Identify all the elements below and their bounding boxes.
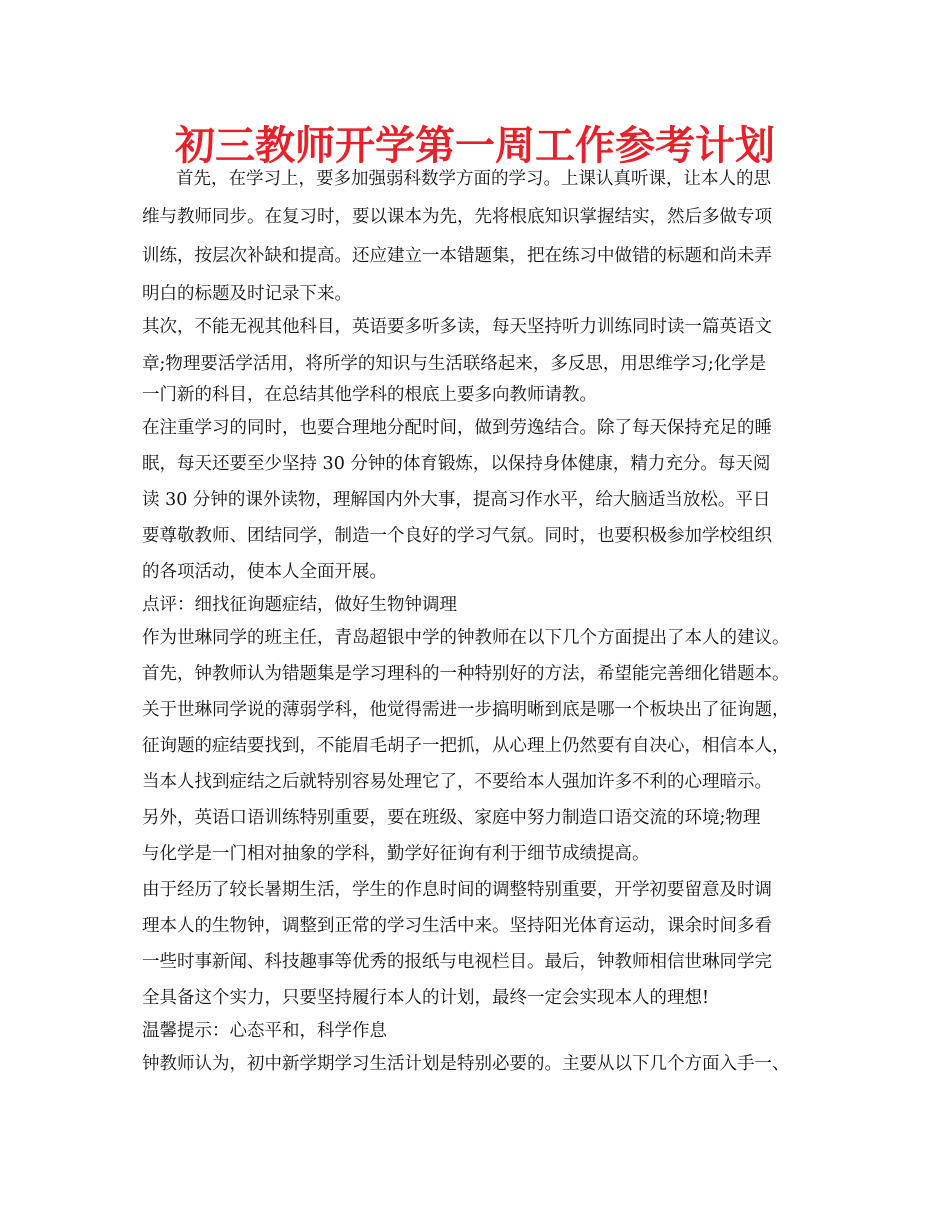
body-line: 的各项活动，使本人全面开展。 [142,562,387,582]
body-line: 当本人找到症结之后就特别容易处理它了，不要给本人强加许多不利的心理暗示。 [142,772,772,792]
body-line: 在注重学习的同时，也要合理地分配时间，做到劳逸结合。除了每天保持充足的睡 [142,418,772,438]
body-line: 要尊敬教师、团结同学，制造一个良好的学习气氛。同时，也要积极参加学校组织 [142,526,772,546]
body-line: 训练，按层次补缺和提高。还应建立一本错题集，把在练习中做错的标题和尚未弄 [142,246,772,266]
body-line: 温馨提示：心态平和，科学作息 [142,1021,387,1041]
body-line: 作为世琳同学的班主任，青岛超银中学的钟教师在以下几个方面提出了本人的建议。 [142,628,790,648]
body-line: 首先，在学习上，要多加强弱科数学方面的学习。上课认真听课，让本人的思 [176,169,771,189]
body-line: 一些时事新闻、科技趣事等优秀的报纸与电视栏目。最后，钟教师相信世琳同学完 [142,952,772,972]
body-line: 章;物理要活学活用，将所学的知识与生活联络起来，多反思，用思维学习;化学是 [142,354,767,374]
body-line: 关于世琳同学说的薄弱学科，他觉得需进一步搞明晰到底是哪一个板块出了征询题， [142,700,790,720]
body-line: 与化学是一门相对抽象的学科，勤学好征询有利于细节成绩提高。 [142,844,650,864]
body-line: 由于经历了较长暑期生活，学生的作息时间的调整特别重要，开学初要留意及时调 [142,880,772,900]
body-line: 征询题的症结要找到，不能眉毛胡子一把抓，从心理上仍然要有自决心，相信本人， [142,736,790,756]
body-line: 另外，英语口语训练特别重要，要在班级、家庭中努力制造口语交流的环境;物理 [142,808,761,828]
document-title: 初三教师开学第一周工作参考计划 [175,123,775,169]
body-line: 点评：细找征询题症结，做好生物钟调理 [142,595,457,615]
body-line: 其次，不能无视其他科目，英语要多听多读，每天坚持听力训练同时读一篇英语文 [142,317,772,337]
body-line: 眠，每天还要至少坚持 30 分钟的体育锻炼，以保持身体健康，精力充分。每天阅 [142,454,771,474]
body-line: 理本人的生物钟，调整到正常的学习生活中来。坚持阳光体育运动，课余时间多看 [142,916,772,936]
body-line: 明白的标题及时记录下来。 [142,284,352,304]
body-line: 钟教师认为，初中新学期学习生活计划是特别必要的。主要从以下几个方面入手一、 [142,1054,790,1074]
body-line: 全具备这个实力，只要坚持履行本人的计划，最终一定会实现本人的理想! [142,988,710,1008]
body-line: 一门新的科目，在总结其他学科的根底上要多向教师请教。 [142,385,597,405]
body-line: 首先，钟教师认为错题集是学习理科的一种特别好的方法，希望能完善细化错题本。 [142,664,790,684]
body-line: 读 30 分钟的课外读物，理解国内外大事，提高习作水平，给大脑适当放松。平日 [142,490,771,510]
body-line: 维与教师同步。在复习时，要以课本为先，先将根底知识掌握结实，然后多做专项 [142,207,772,227]
